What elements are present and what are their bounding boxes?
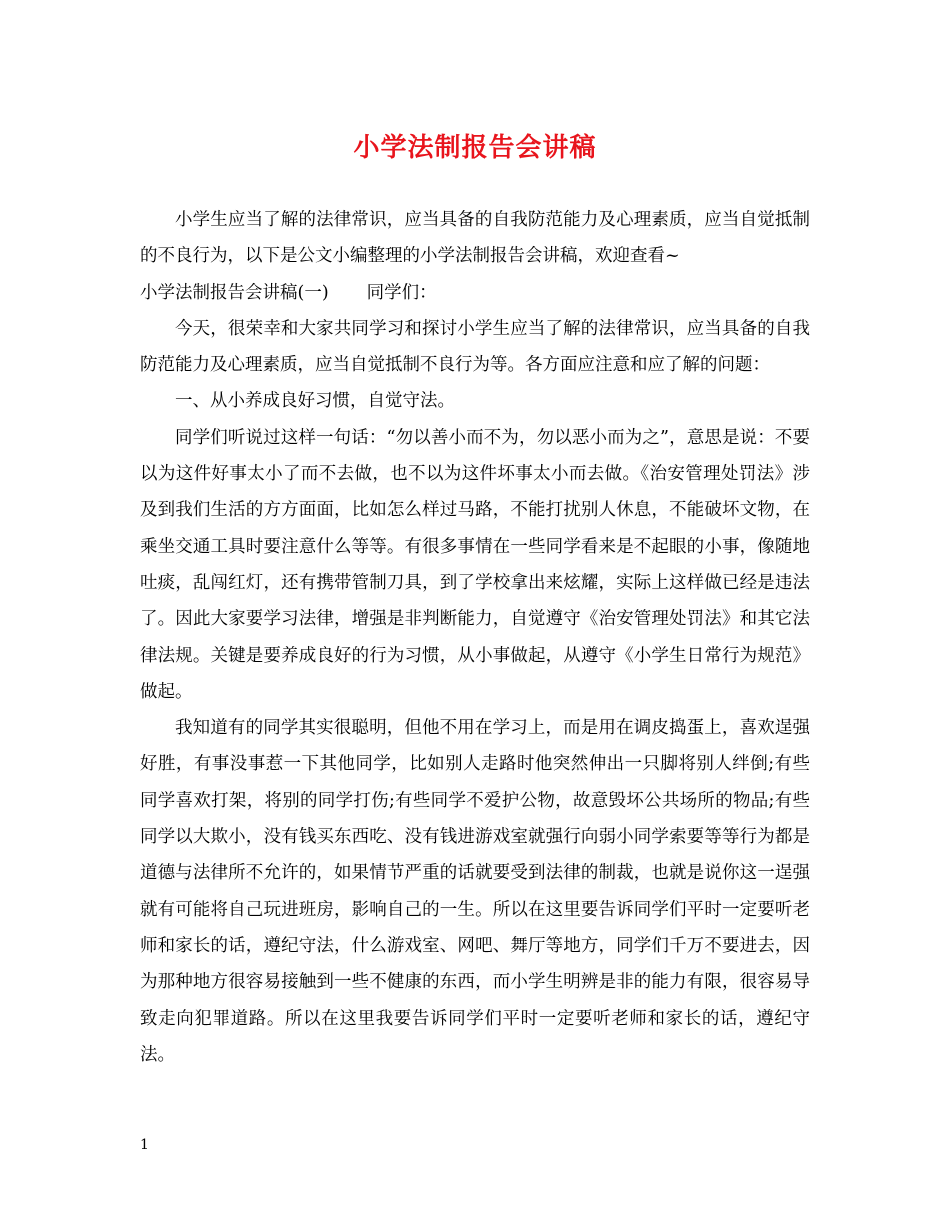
page-number: 1	[140, 1137, 149, 1153]
paragraph-body: 同学们听说过这样一句话：“勿以善小而不为，勿以恶小而为之”，意思是说：不要以为这件好事太小了而不去做，也不以为这件坏事太小而去做。《治安管理处罚法》涉及到我们生活的方方面面，比如怎么样过马路，不能打扰别人休息，不能破坏文物，在乘坐交通工具时要注意什么等等。有很多事情在一些同学看来是不起眼的小事，像随地吐痰，乱闯红灯，还有携带管制刀具，到了学校拿出来炫耀，实际上这样做已经是违法了。因此大家要学习法律，增强是非判断能力，自觉遵守《治安管理处罚法》和其它法律法规。关键是要养成良好的行为习惯，从小事做起，从遵守《小学生日常行为规范》做起。	[140, 427, 810, 702]
salutation: 同学们：	[366, 282, 437, 303]
document-title: 小学法制报告会讲稿	[353, 133, 597, 163]
subheading-line	[140, 275, 810, 311]
document-body	[140, 202, 810, 1073]
paragraph-opening: 今天，很荣幸和大家共同学习和探讨小学生应当了解的法律常识，应当具备的自我防范能力及心理素质，应当自觉抵制不良行为等。各方面应注意和应了解的问题：	[140, 318, 810, 376]
paragraph-body: 我知道有的同学其实很聪明，但他不用在学习上，而是用在调皮捣蛋上，喜欢逞强好胜，有事没事惹一下其他同学，比如别人走路时他突然伸出一只脚将别人绊倒;有些同学喜欢打架，将别的同学打伤;有些同学不爱护公物，故意毁坏公共场所的物品;有些同学以大欺小，没有钱买东西吃、没有钱进游戏室就强行向弱小同学索要等等行为都是道德与法律所不允许的，如果情节严重的话就要受到法律的制裁，也就是说你这一逞强就有可能将自己玩进班房，影响自己的一生。所以在这里要告诉同学们平时一定要听老师和家长的话，遵纪守法，什么游戏室、网吧、舞厅等地方，同学们千万不要进去，因为那种地方很容易接触到一些不健康的东西，而小学生明辨是非的能力有限，很容易导致走向犯罪道路。所以在这里我要告诉同学们平时一定要听老师和家长的话，遵纪守法。	[140, 718, 810, 1065]
subheading-title: 小学法制报告会讲稿(一)	[140, 282, 329, 303]
section-heading: 一、从小养成良好习惯，自觉守法。	[175, 391, 455, 412]
intro-paragraph: 小学生应当了解的法律常识，应当具备的自我防范能力及心理素质，应当自觉抵制的不良行为，以下是公文小编整理的小学法制报告会讲稿，欢迎查看~	[140, 210, 810, 267]
